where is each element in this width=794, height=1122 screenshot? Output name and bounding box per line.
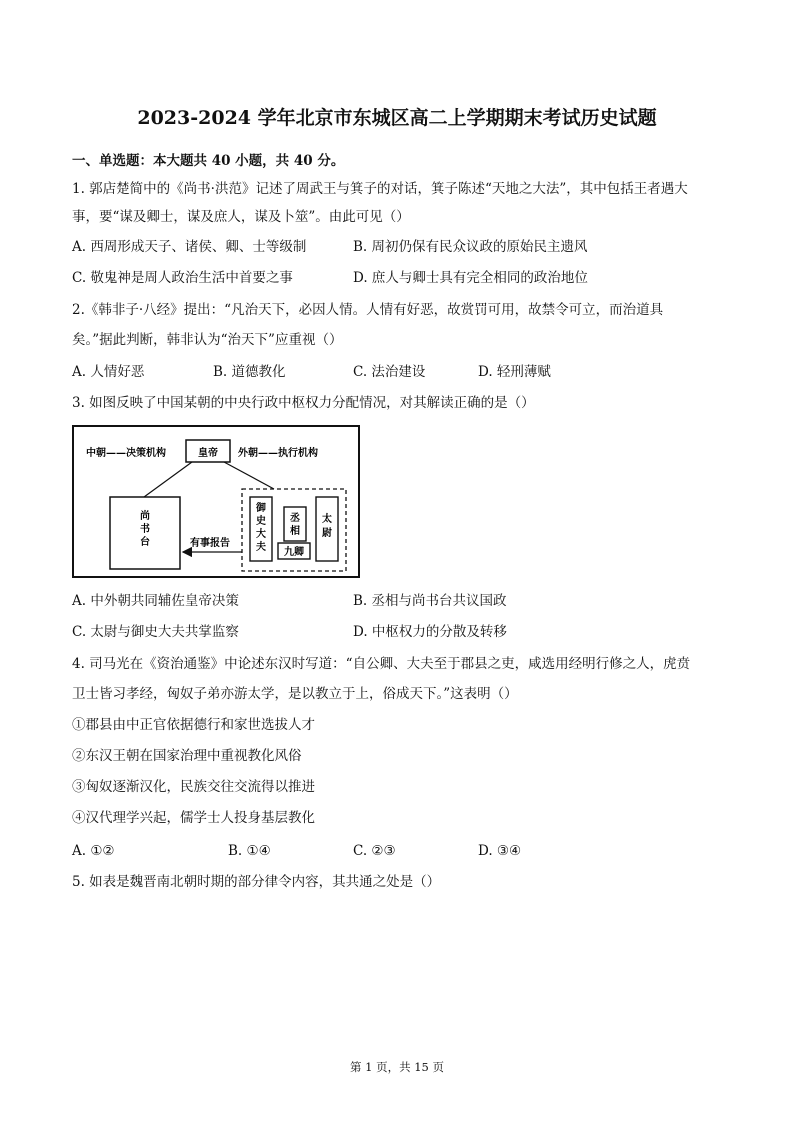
taiwei-char-2: 尉 [322, 528, 332, 539]
q4-option-d[interactable]: D. ③④ [478, 843, 522, 859]
emperor-label: 皇帝 [198, 448, 218, 459]
q2-stem-line-1: 2.《韩非子·八经》提出：“凡治天下，必因人情。人情有好恶，故赏罚可用，故禁令可立，而治道具 [72, 302, 664, 318]
yushidafu-char-2: 史 [256, 516, 266, 527]
shangshutai-char-2: 书 [140, 524, 150, 535]
q2-option-d[interactable]: D. 轻刑薄赋 [478, 364, 551, 380]
connector-to-outer-court [224, 462, 274, 489]
q4-statement-4: ④汉代理学兴起，儒学士人投身基层教化 [72, 810, 315, 826]
q1-stem-line-2: 事，要“谋及卿士，谋及庶人，谋及卜筮”。由此可见（） [72, 209, 410, 225]
shangshutai-char-1: 尚 [140, 511, 150, 522]
page-title: 2023-2024 学年北京市东城区高二上学期期末考试历史试题 [137, 107, 657, 129]
q3-option-c[interactable]: C. 太尉与御史大夫共掌监察 [72, 624, 239, 640]
power-structure-diagram [72, 425, 360, 578]
q3-stem-line-1: 3. 如图反映了中国某朝的中央行政中枢权力分配情况，对其解读正确的是（） [72, 395, 535, 411]
q1-option-d[interactable]: D. 庶人与卿士具有完全相同的政治地位 [353, 270, 588, 286]
chengxiang-char-1: 丞 [290, 513, 300, 524]
report-label: 有事报告 [190, 538, 230, 549]
chengxiang-char-2: 相 [290, 526, 300, 537]
connector-to-shangshutai [144, 462, 192, 497]
page-footer: 第 1 页，共 15 页 [349, 1060, 445, 1074]
inner-court-label: 中朝——决策机构 [86, 448, 166, 459]
outer-court-label: 外朝——执行机构 [238, 448, 318, 459]
q4-statement-3: ③匈奴逐渐汉化，民族交往交流得以推进 [72, 779, 315, 795]
q4-option-b[interactable]: B. ①④ [228, 843, 271, 859]
yushidafu-char-1: 御 [256, 503, 266, 514]
q1-option-b[interactable]: B. 周初仍保有民众议政的原始民主遗风 [353, 239, 588, 255]
q4-stem-line-1: 4. 司马光在《资治通鉴》中论述东汉时写道：“自公卿、大夫至于郡县之吏，咸选用经明行修之人，虎贲 [72, 656, 691, 672]
shangshutai-char-3: 台 [140, 537, 150, 548]
q3-option-b[interactable]: B. 丞相与尚书台共议国政 [353, 593, 507, 609]
q3-option-a[interactable]: A. 中外朝共同辅佐皇帝决策 [72, 593, 239, 609]
q2-option-a[interactable]: A. 人情好恶 [72, 364, 145, 380]
q2-option-b[interactable]: B. 道德教化 [213, 364, 286, 380]
q4-stem-line-2: 卫士皆习孝经，匈奴子弟亦游太学，是以教立于上，俗成天下。”这表明（） [72, 686, 518, 702]
q1-stem-line-1: 1. 郭店楚简中的《尚书·洪范》记述了周武王与箕子的对话，箕子陈述“天地之大法”，其中包括王者遇大 [72, 181, 688, 197]
q4-option-a[interactable]: A. ①② [72, 843, 115, 859]
section-heading: 一、单选题：本大题共 40 小题，共 40 分。 [72, 153, 345, 169]
q3-option-d[interactable]: D. 中枢权力的分散及转移 [353, 624, 507, 640]
q2-stem-line-2: 矣。”据此判断，韩非认为“治天下”应重视（） [72, 332, 343, 348]
q4-option-c[interactable]: C. ②③ [353, 843, 396, 859]
taiwei-char-1: 太 [322, 514, 332, 525]
q4-statement-1: ①郡县由中正官依据德行和家世选拔人才 [72, 717, 315, 733]
yushidafu-char-3: 大 [256, 529, 266, 540]
q1-option-c[interactable]: C. 敬鬼神是周人政治生活中首要之事 [72, 270, 293, 286]
q4-statement-2: ②东汉王朝在国家治理中重视教化风俗 [72, 748, 302, 764]
q2-option-c[interactable]: C. 法治建设 [353, 364, 426, 380]
q1-option-a[interactable]: A. 西周形成天子、诸侯、卿、士等级制 [72, 239, 307, 255]
q5-stem-line-1: 5. 如表是魏晋南北朝时期的部分律令内容，其共通之处是（） [72, 874, 441, 890]
yushidafu-char-4: 夫 [256, 542, 266, 553]
jiuqing-label: 九卿 [284, 547, 304, 558]
